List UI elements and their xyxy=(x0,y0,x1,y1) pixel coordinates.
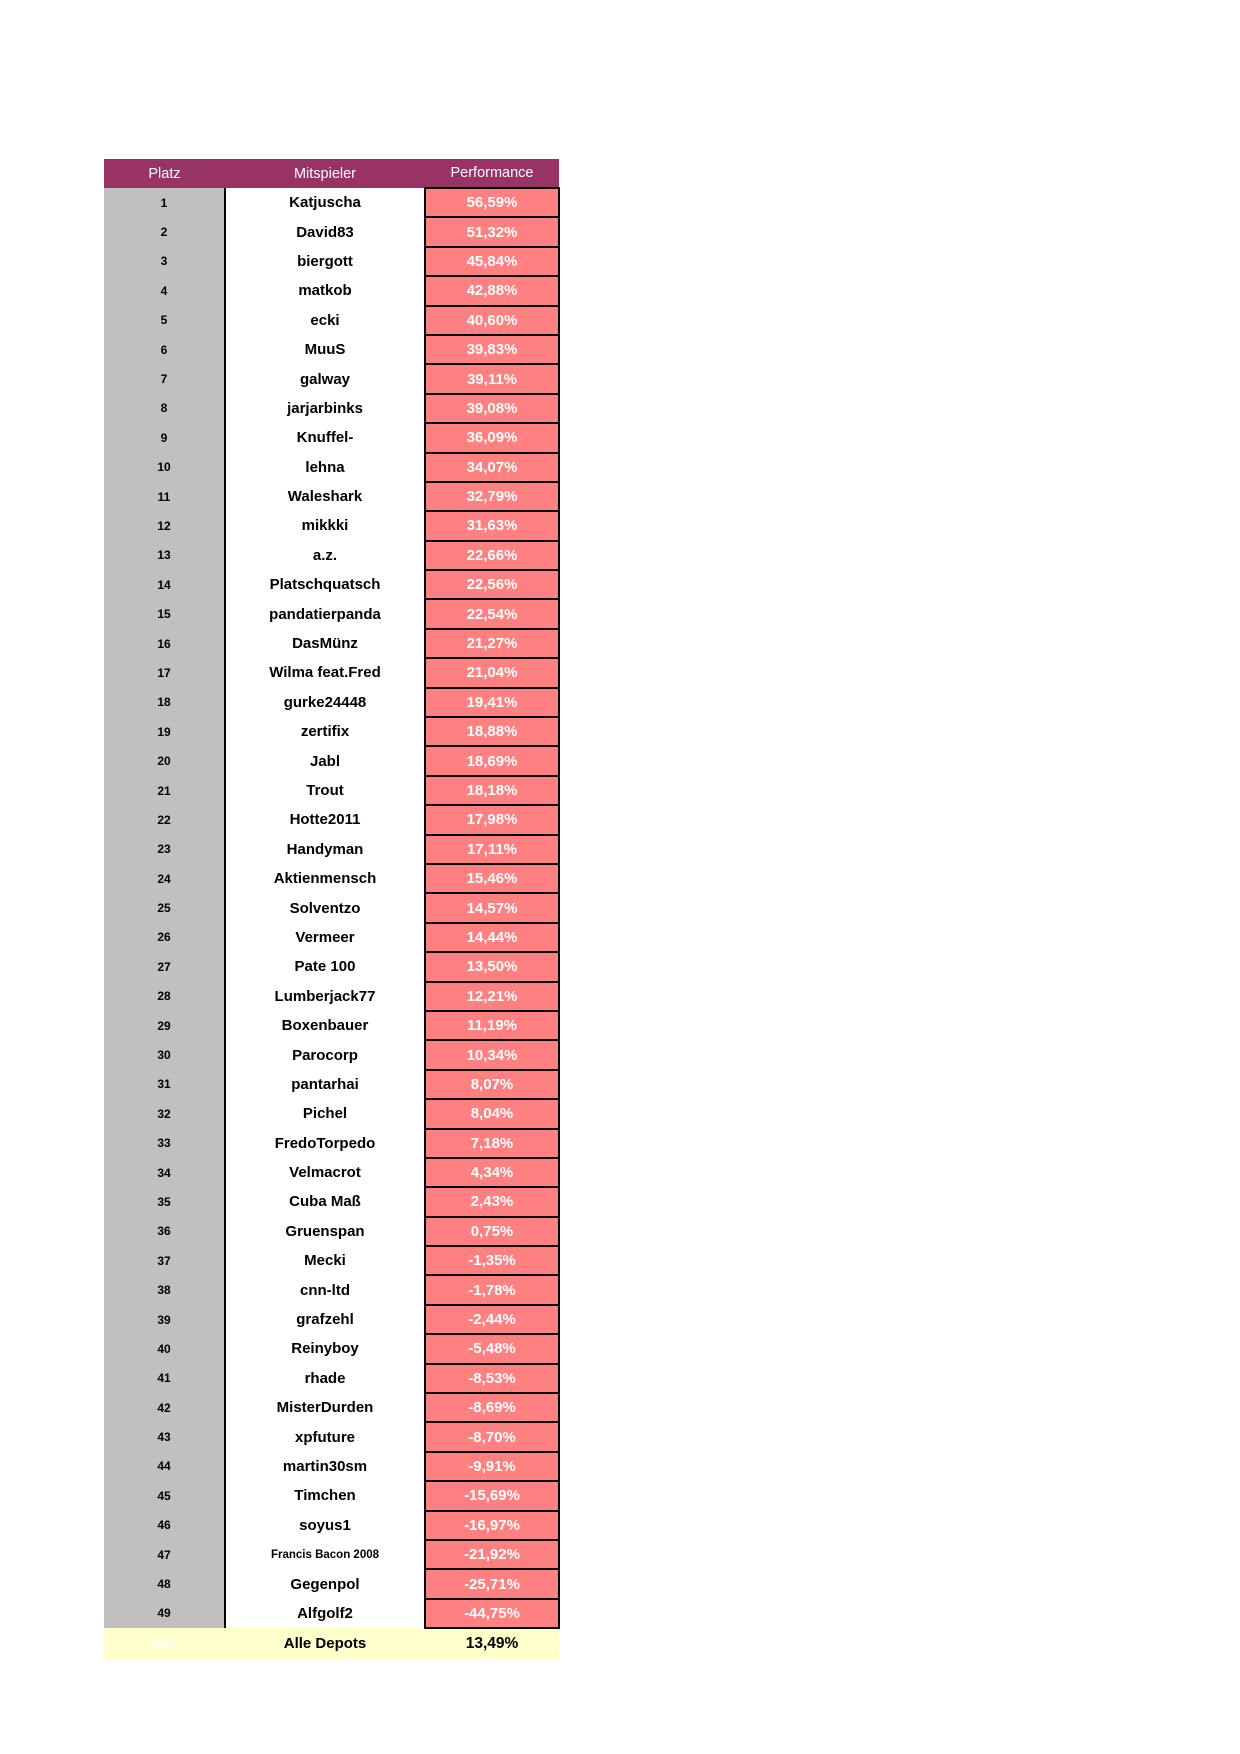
rank-cell: 1 xyxy=(104,188,225,217)
table-row xyxy=(104,1275,559,1304)
player-cell: martin30sm xyxy=(225,1452,425,1481)
performance-cell: 12,21% xyxy=(425,982,559,1011)
performance-cell: 18,88% xyxy=(425,717,559,746)
player-cell: mikkki xyxy=(225,511,425,540)
rank-cell: 9 xyxy=(104,423,225,452)
ranking-table xyxy=(104,159,560,1659)
rank-cell: 10 xyxy=(104,453,225,482)
performance-cell: -9,91% xyxy=(425,1452,559,1481)
table-row xyxy=(104,247,559,276)
player-cell: Parocorp xyxy=(225,1040,425,1069)
performance-cell: -5,48% xyxy=(425,1334,559,1363)
table-row xyxy=(104,511,559,540)
rank-cell: 39 xyxy=(104,1305,225,1334)
player-cell: ecki xyxy=(225,306,425,335)
table-row xyxy=(104,1217,559,1246)
performance-cell: 4,34% xyxy=(425,1158,559,1187)
performance-cell: 14,57% xyxy=(425,893,559,922)
player-cell: Hotte2011 xyxy=(225,805,425,834)
table-row xyxy=(104,776,559,805)
rank-cell: 36 xyxy=(104,1217,225,1246)
rank-cell: 31 xyxy=(104,1070,225,1099)
player-cell: Handyman xyxy=(225,835,425,864)
rank-cell: 18 xyxy=(104,688,225,717)
rank-cell: 7 xyxy=(104,364,225,393)
table-row xyxy=(104,453,559,482)
rank-cell: 11 xyxy=(104,482,225,511)
table-row xyxy=(104,1099,559,1128)
player-cell: Wilma feat.Fred xyxy=(225,658,425,687)
performance-cell: 39,83% xyxy=(425,335,559,364)
player-cell: MuuS xyxy=(225,335,425,364)
column-header-platz: Platz xyxy=(104,159,225,188)
player-cell: David83 xyxy=(225,217,425,246)
table-row xyxy=(104,1481,559,1510)
table-row xyxy=(104,364,559,393)
player-cell: Gegenpol xyxy=(225,1569,425,1598)
performance-cell: 56,59% xyxy=(425,188,559,217)
table-row xyxy=(104,1364,559,1393)
rank-cell: 45 xyxy=(104,1481,225,1510)
rank-cell: 16 xyxy=(104,629,225,658)
player-cell: pandatierpanda xyxy=(225,599,425,628)
rank-cell: 5 xyxy=(104,306,225,335)
rank-cell: 32 xyxy=(104,1099,225,1128)
player-cell: Waleshark xyxy=(225,482,425,511)
rank-cell: 19 xyxy=(104,717,225,746)
player-cell: Lumberjack77 xyxy=(225,982,425,1011)
table-row xyxy=(104,1599,559,1628)
rank-cell: 22 xyxy=(104,805,225,834)
table-row xyxy=(104,1569,559,1598)
player-cell: Cuba Maß xyxy=(225,1187,425,1216)
rank-cell: 43 xyxy=(104,1422,225,1451)
player-cell: biergott xyxy=(225,247,425,276)
rank-cell: 46 xyxy=(104,1511,225,1540)
performance-cell: 51,32% xyxy=(425,217,559,246)
table-row xyxy=(104,1011,559,1040)
rank-cell: 27 xyxy=(104,952,225,981)
rank-cell: 24 xyxy=(104,864,225,893)
table-row xyxy=(104,1422,559,1451)
table-row xyxy=(104,541,559,570)
player-cell: rhade xyxy=(225,1364,425,1393)
performance-cell: 14,44% xyxy=(425,923,559,952)
player-cell: Vermeer xyxy=(225,923,425,952)
player-cell: Pichel xyxy=(225,1099,425,1128)
table-row xyxy=(104,688,559,717)
rank-cell: 35 xyxy=(104,1187,225,1216)
table-row xyxy=(104,629,559,658)
table-row xyxy=(104,746,559,775)
player-cell: FredoTorpedo xyxy=(225,1129,425,1158)
table-row xyxy=(104,864,559,893)
table-row xyxy=(104,482,559,511)
table-row xyxy=(104,805,559,834)
total-rank-cell: Alle xyxy=(104,1628,225,1659)
table-row xyxy=(104,1452,559,1481)
player-cell: pantarhai xyxy=(225,1070,425,1099)
rank-cell: 12 xyxy=(104,511,225,540)
performance-cell: -25,71% xyxy=(425,1569,559,1598)
rank-cell: 28 xyxy=(104,982,225,1011)
table-row xyxy=(104,1040,559,1069)
table-row xyxy=(104,1540,559,1569)
rank-cell: 20 xyxy=(104,746,225,775)
player-cell: jarjarbinks xyxy=(225,394,425,423)
performance-cell: -15,69% xyxy=(425,1481,559,1510)
performance-cell: 40,60% xyxy=(425,306,559,335)
rank-cell: 6 xyxy=(104,335,225,364)
ranking-table-body xyxy=(104,188,559,1628)
column-header-performance: Performance xyxy=(425,159,559,188)
player-cell: zertifix xyxy=(225,717,425,746)
table-row xyxy=(104,982,559,1011)
table-row xyxy=(104,423,559,452)
total-player-cell: Alle Depots xyxy=(225,1628,425,1659)
performance-cell: -8,69% xyxy=(425,1393,559,1422)
performance-cell: 39,08% xyxy=(425,394,559,423)
performance-cell: 42,88% xyxy=(425,276,559,305)
performance-cell: 34,07% xyxy=(425,453,559,482)
performance-cell: 22,56% xyxy=(425,570,559,599)
performance-cell: 13,50% xyxy=(425,952,559,981)
player-cell: Gruenspan xyxy=(225,1217,425,1246)
table-row xyxy=(104,1158,559,1187)
performance-cell: -2,44% xyxy=(425,1305,559,1334)
performance-cell: -16,97% xyxy=(425,1511,559,1540)
player-cell: soyus1 xyxy=(225,1511,425,1540)
rank-cell: 40 xyxy=(104,1334,225,1363)
table-row xyxy=(104,952,559,981)
table-row xyxy=(104,893,559,922)
performance-cell: 2,43% xyxy=(425,1187,559,1216)
table-row xyxy=(104,835,559,864)
player-cell: xpfuture xyxy=(225,1422,425,1451)
table-row xyxy=(104,1187,559,1216)
performance-cell: 10,34% xyxy=(425,1040,559,1069)
rank-cell: 33 xyxy=(104,1129,225,1158)
performance-cell: 36,09% xyxy=(425,423,559,452)
table-row xyxy=(104,1129,559,1158)
table-row xyxy=(104,1246,559,1275)
column-header-mitspieler: Mitspieler xyxy=(225,159,425,188)
table-row xyxy=(104,1305,559,1334)
rank-cell: 49 xyxy=(104,1599,225,1628)
performance-cell: -1,78% xyxy=(425,1275,559,1304)
performance-cell: -21,92% xyxy=(425,1540,559,1569)
performance-cell: 32,79% xyxy=(425,482,559,511)
performance-cell: 22,66% xyxy=(425,541,559,570)
rank-cell: 25 xyxy=(104,893,225,922)
performance-cell: 21,27% xyxy=(425,629,559,658)
player-cell: DasMünz xyxy=(225,629,425,658)
table-header-row xyxy=(104,159,559,188)
table-row xyxy=(104,217,559,246)
rank-cell: 44 xyxy=(104,1452,225,1481)
rank-cell: 17 xyxy=(104,658,225,687)
performance-cell: 22,54% xyxy=(425,599,559,628)
player-cell: matkob xyxy=(225,276,425,305)
performance-cell: 15,46% xyxy=(425,864,559,893)
performance-cell: 39,11% xyxy=(425,364,559,393)
performance-cell: 18,69% xyxy=(425,746,559,775)
player-cell: MisterDurden xyxy=(225,1393,425,1422)
performance-cell: -44,75% xyxy=(425,1599,559,1628)
player-cell: Trout xyxy=(225,776,425,805)
table-row xyxy=(104,570,559,599)
table-row xyxy=(104,599,559,628)
table-row xyxy=(104,658,559,687)
rank-cell: 4 xyxy=(104,276,225,305)
performance-cell: 45,84% xyxy=(425,247,559,276)
player-cell: Katjuscha xyxy=(225,188,425,217)
player-cell: grafzehl xyxy=(225,1305,425,1334)
player-cell: Alfgolf2 xyxy=(225,1599,425,1628)
rank-cell: 15 xyxy=(104,599,225,628)
player-cell: Knuffel- xyxy=(225,423,425,452)
total-row xyxy=(104,1628,559,1659)
rank-cell: 8 xyxy=(104,394,225,423)
performance-cell: 21,04% xyxy=(425,658,559,687)
rank-cell: 23 xyxy=(104,835,225,864)
rank-cell: 30 xyxy=(104,1040,225,1069)
player-cell: Aktienmensch xyxy=(225,864,425,893)
table-row xyxy=(104,394,559,423)
total-performance-cell: 13,49% xyxy=(425,1628,559,1659)
rank-cell: 14 xyxy=(104,570,225,599)
rank-cell: 3 xyxy=(104,247,225,276)
rank-cell: 2 xyxy=(104,217,225,246)
table-row xyxy=(104,1334,559,1363)
player-cell: Reinyboy xyxy=(225,1334,425,1363)
player-cell: Jabl xyxy=(225,746,425,775)
rank-cell: 13 xyxy=(104,541,225,570)
performance-cell: 17,98% xyxy=(425,805,559,834)
table-row xyxy=(104,188,559,217)
table-row xyxy=(104,1511,559,1540)
player-cell: Boxenbauer xyxy=(225,1011,425,1040)
rank-cell: 37 xyxy=(104,1246,225,1275)
rank-cell: 47 xyxy=(104,1540,225,1569)
player-cell: Mecki xyxy=(225,1246,425,1275)
table-row xyxy=(104,923,559,952)
player-cell: a.z. xyxy=(225,541,425,570)
table-row xyxy=(104,335,559,364)
player-cell: lehna xyxy=(225,453,425,482)
performance-cell: 31,63% xyxy=(425,511,559,540)
performance-cell: 18,18% xyxy=(425,776,559,805)
player-cell: Pate 100 xyxy=(225,952,425,981)
performance-cell: 8,04% xyxy=(425,1099,559,1128)
rank-cell: 48 xyxy=(104,1569,225,1598)
table-row xyxy=(104,306,559,335)
player-cell: Francis Bacon 2008 xyxy=(225,1540,425,1569)
table-row xyxy=(104,1070,559,1099)
performance-cell: 17,11% xyxy=(425,835,559,864)
player-cell: cnn-ltd xyxy=(225,1275,425,1304)
performance-cell: 11,19% xyxy=(425,1011,559,1040)
table-row xyxy=(104,1393,559,1422)
player-cell: Velmacrot xyxy=(225,1158,425,1187)
rank-cell: 26 xyxy=(104,923,225,952)
performance-cell: -8,70% xyxy=(425,1422,559,1451)
player-cell: Platschquatsch xyxy=(225,570,425,599)
performance-cell: 8,07% xyxy=(425,1070,559,1099)
performance-cell: 0,75% xyxy=(425,1217,559,1246)
rank-cell: 38 xyxy=(104,1275,225,1304)
rank-cell: 42 xyxy=(104,1393,225,1422)
player-cell: Solventzo xyxy=(225,893,425,922)
performance-cell: 7,18% xyxy=(425,1129,559,1158)
rank-cell: 34 xyxy=(104,1158,225,1187)
player-cell: Timchen xyxy=(225,1481,425,1510)
table-row xyxy=(104,276,559,305)
performance-cell: 19,41% xyxy=(425,688,559,717)
performance-cell: -8,53% xyxy=(425,1364,559,1393)
table-row xyxy=(104,717,559,746)
rank-cell: 41 xyxy=(104,1364,225,1393)
player-cell: gurke24448 xyxy=(225,688,425,717)
performance-cell: -1,35% xyxy=(425,1246,559,1275)
rank-cell: 29 xyxy=(104,1011,225,1040)
rank-cell: 21 xyxy=(104,776,225,805)
player-cell: galway xyxy=(225,364,425,393)
